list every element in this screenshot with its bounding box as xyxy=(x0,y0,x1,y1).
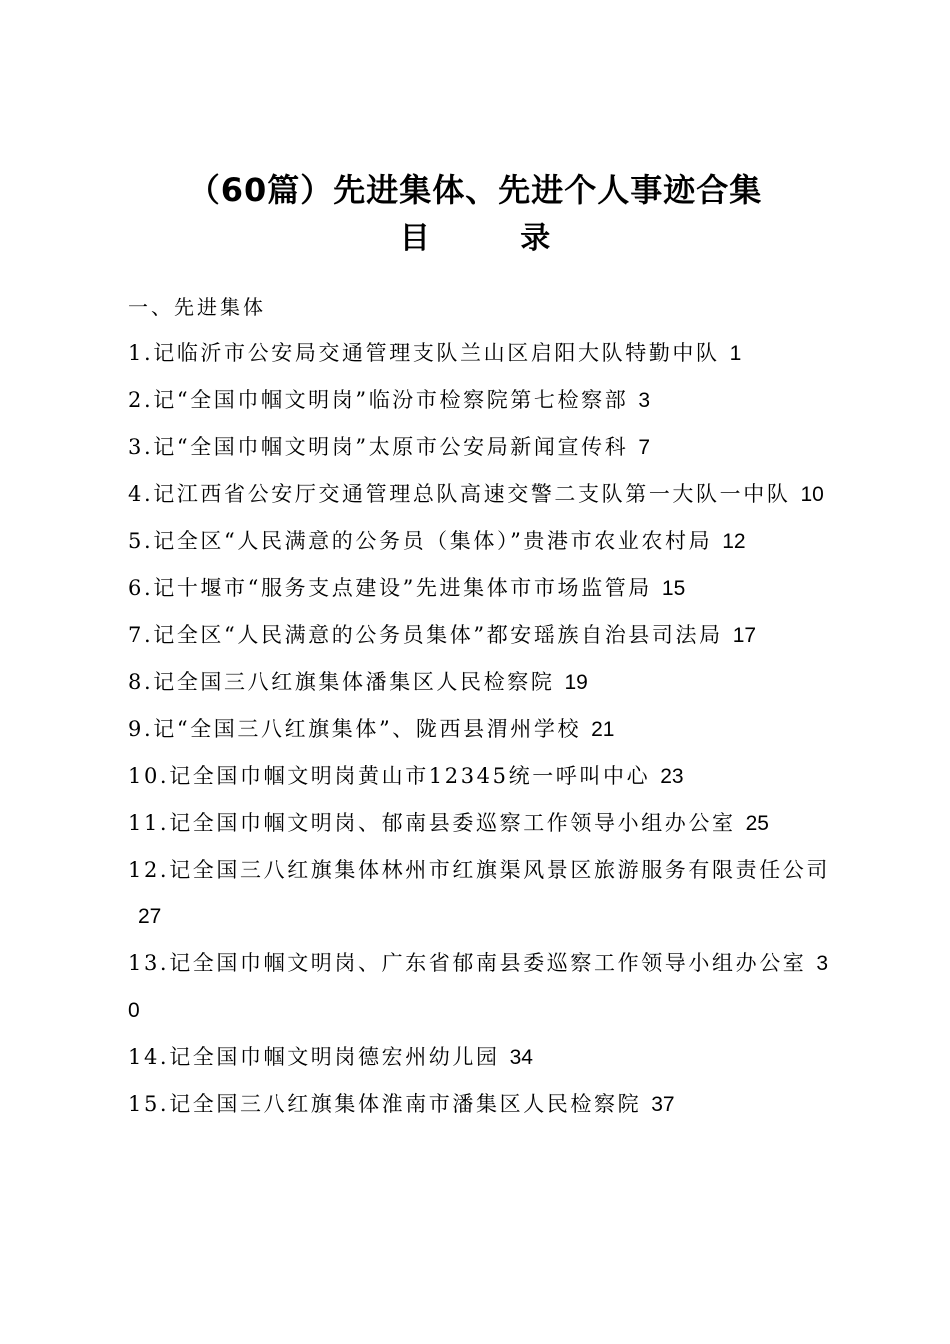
toc-entry-page: 37 xyxy=(651,1093,675,1116)
toc-entry-page: 10 xyxy=(800,483,824,506)
toc-entry-page: 34 xyxy=(509,1046,533,1069)
toc-entry xyxy=(128,377,834,424)
toc-entry-text: 1.记临沂市公安局交通管理支队兰山区启阳大队特勤中队 xyxy=(128,341,720,365)
toc-entry-text: 14.记全国巾帼文明岗德宏州幼儿园 xyxy=(128,1045,500,1069)
toc-entry xyxy=(128,940,834,1034)
document-title: （60篇）先进集体、先进个人事迹合集 xyxy=(187,171,763,209)
toc-entry-page: 23 xyxy=(660,765,684,788)
toc-entry-text: 2.记“全国巾帼文明岗”临汾市检察院第七检察部 xyxy=(128,388,629,412)
toc-entry xyxy=(128,706,834,753)
toc-entry-text: 6.记十堰市“服务支点建设”先进集体市市场监管局 xyxy=(128,576,652,600)
toc-entry xyxy=(128,1034,834,1081)
toc-entry-page: 15 xyxy=(661,577,686,600)
toc-entry xyxy=(128,659,834,706)
toc-entry-text: 5.记全区“人民满意的公务员（集体）”贵港市农业农村局 xyxy=(128,529,713,553)
section-heading: 一、先进集体 xyxy=(128,295,266,319)
toc-entry xyxy=(128,330,834,377)
toc-entry xyxy=(128,471,834,518)
toc-entry-page: 19 xyxy=(564,671,588,694)
toc-entry-text: 9.记“全国三八红旗集体”、陇西县渭州学校 xyxy=(128,717,582,741)
toc-entry-page: 25 xyxy=(745,812,769,835)
toc-entry xyxy=(128,518,834,565)
table-of-contents xyxy=(128,284,834,1128)
toc-entry xyxy=(128,847,834,940)
toc-entry xyxy=(128,800,834,847)
toc-heading: 目 录 xyxy=(399,221,591,256)
toc-entry-page: 21 xyxy=(591,718,615,741)
toc-entry xyxy=(128,612,834,659)
toc-entry-text: 11.记全国巾帼文明岗、郁南县委巡察工作领导小组办公室 xyxy=(128,811,736,835)
toc-entry xyxy=(128,753,834,800)
toc-entry-text: 3.记“全国巾帼文明岗”太原市公安局新闻宣传科 xyxy=(128,435,629,459)
toc-entry xyxy=(128,565,834,612)
toc-entry-page: 12 xyxy=(722,530,746,553)
toc-entry-page: 1 xyxy=(729,342,742,365)
toc-entry xyxy=(128,1081,834,1128)
toc-entry-page: 3 xyxy=(638,389,650,412)
toc-entry-page: 17 xyxy=(732,624,757,647)
toc-entry-page: 27 xyxy=(138,905,162,928)
toc-entry-text: 13.记全国巾帼文明岗、广东省郁南县委巡察工作领导小组办公室 xyxy=(128,951,807,975)
toc-entry-text: 10.记全国巾帼文明岗黄山市12345统一呼叫中心 xyxy=(128,764,651,788)
toc-entry-text: 4.记江西省公安厅交通管理总队高速交警二支队第一大队一中队 xyxy=(128,482,791,506)
toc-entry-page: 30 xyxy=(128,952,829,1022)
toc-entry-text: 7.记全区“人民满意的公务员集体”都安瑶族自治县司法局 xyxy=(128,623,723,647)
toc-entry xyxy=(128,424,834,471)
toc-entry-text: 12.记全国三八红旗集体林州市红旗渠风景区旅游服务有限责任公司 xyxy=(128,858,830,882)
toc-entry-text: 15.记全国三八红旗集体淮南市潘集区人民检察院 xyxy=(128,1092,642,1116)
toc-entry-text: 8.记全国三八红旗集体潘集区人民检察院 xyxy=(128,670,555,694)
toc-entry-page: 7 xyxy=(638,436,650,459)
